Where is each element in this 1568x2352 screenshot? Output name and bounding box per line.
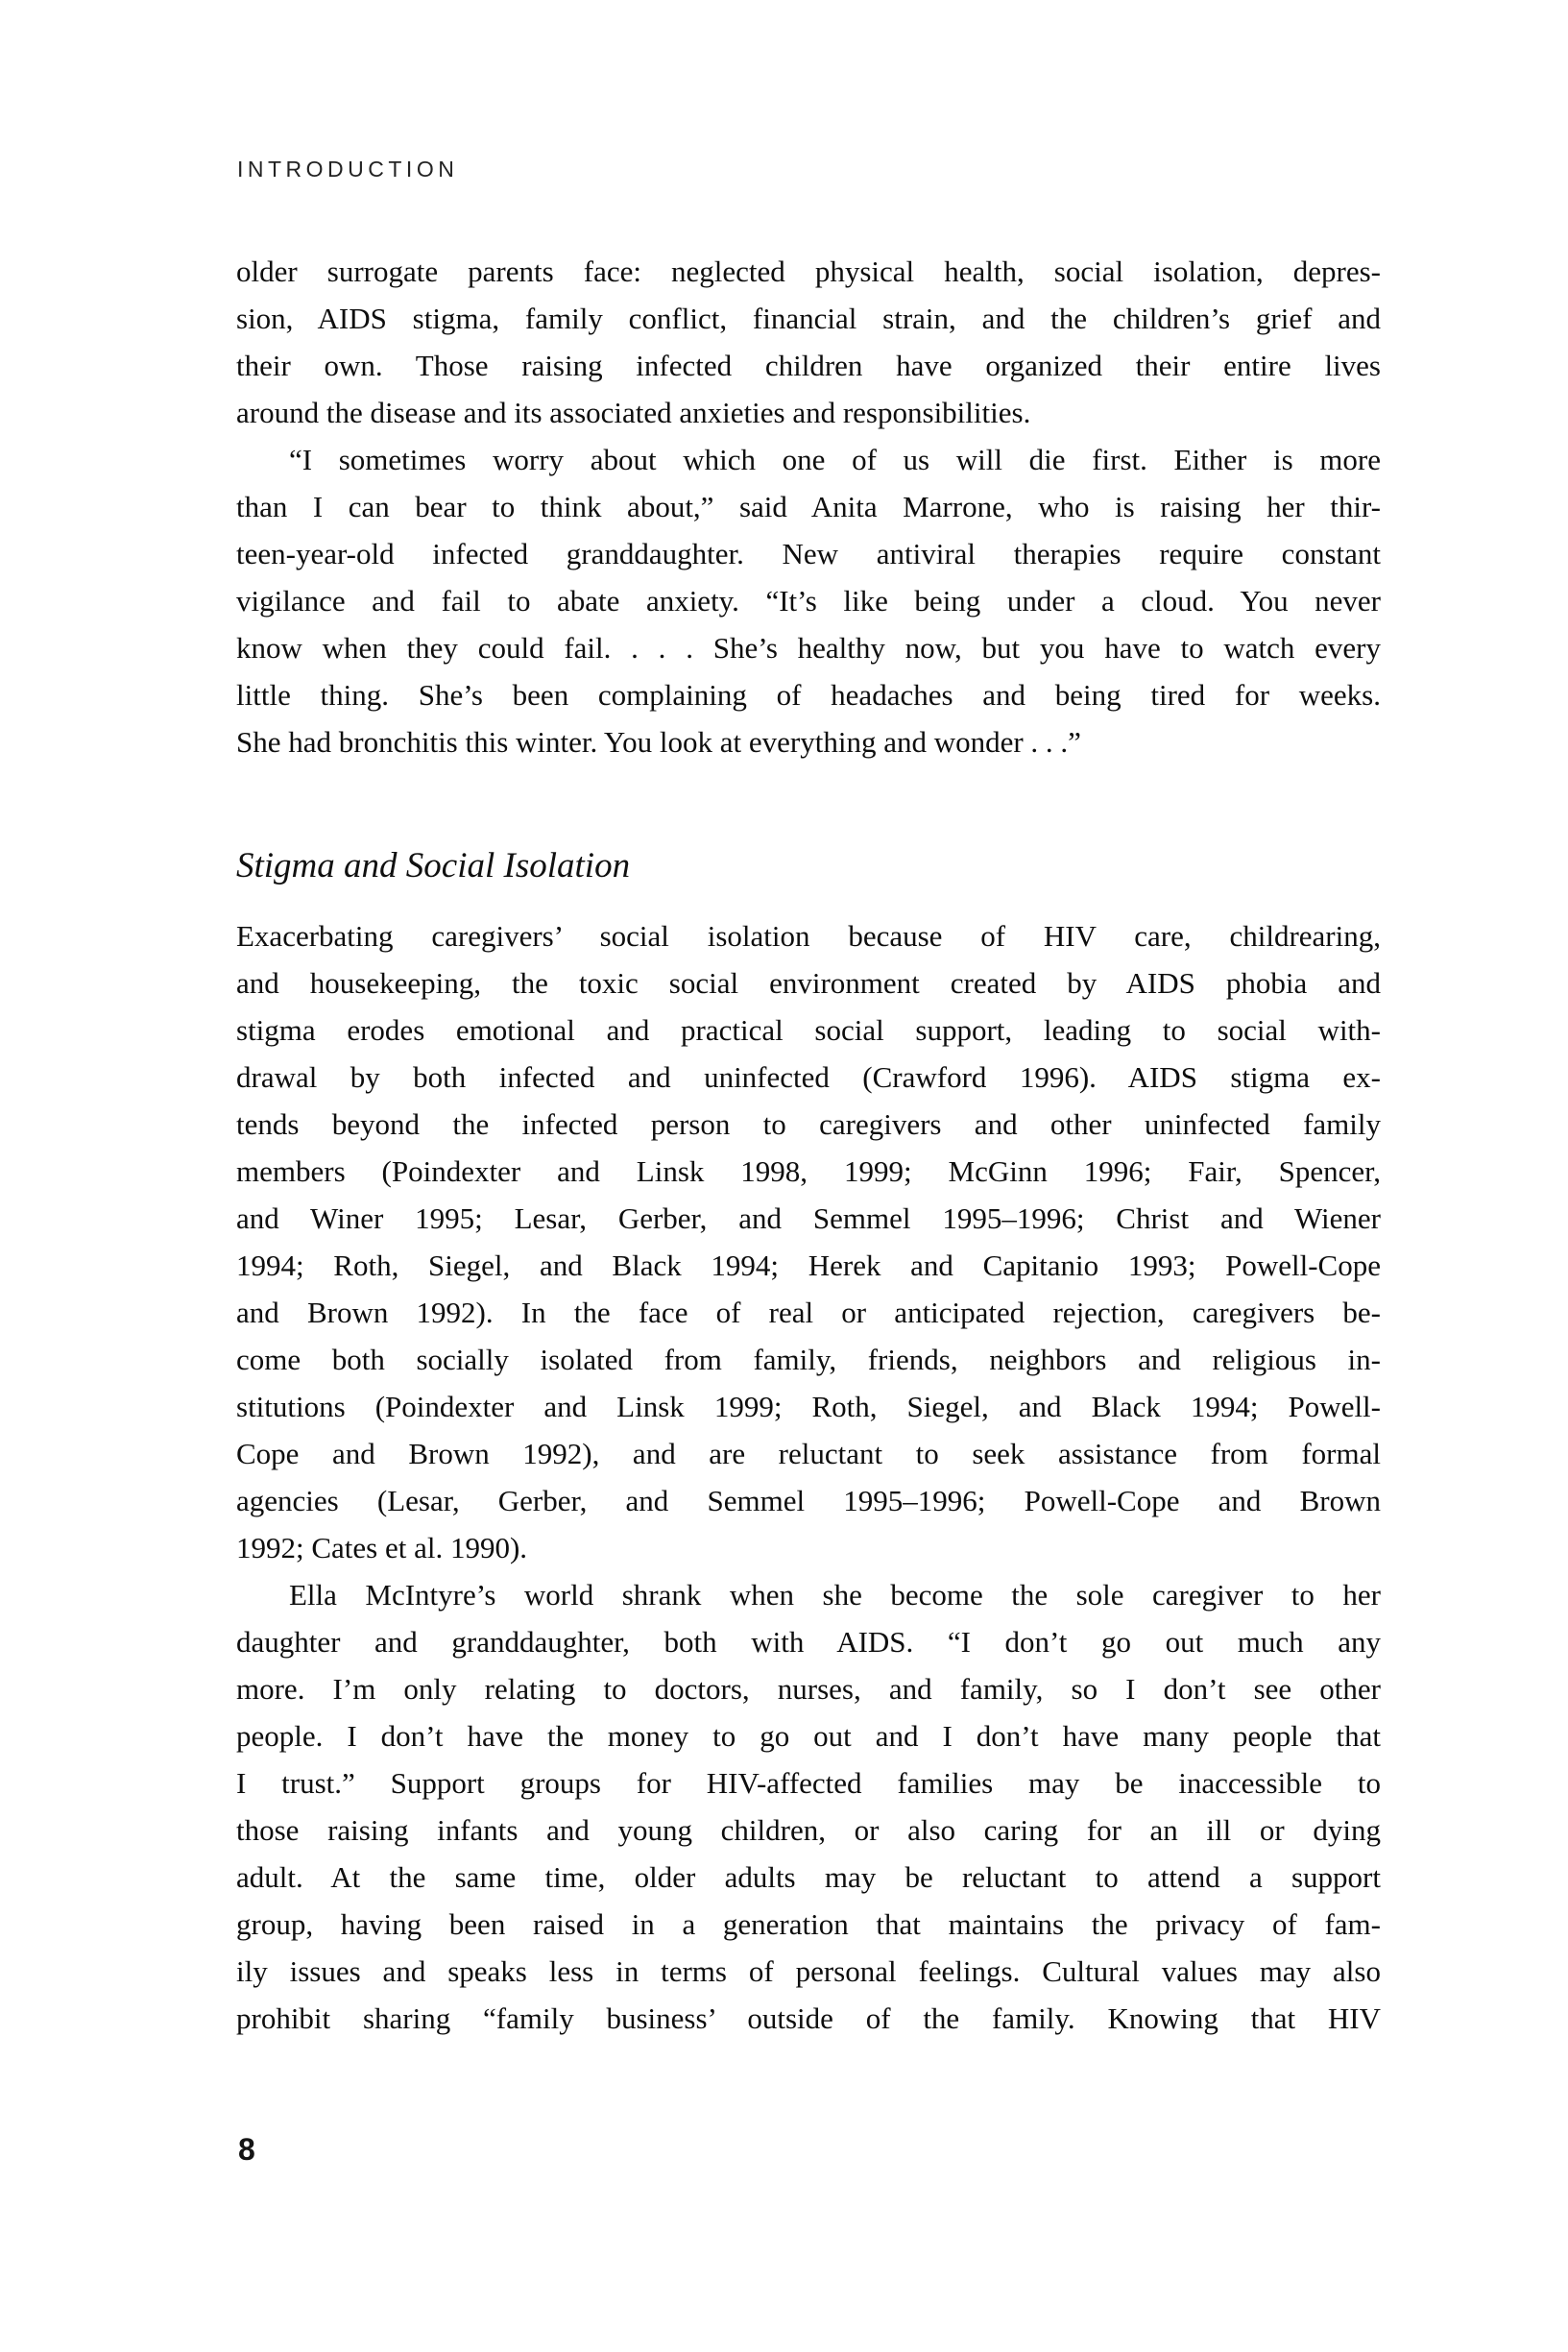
text-line: 1994; Roth, Siegel, and Black 1994; Herek and Capitanio 1993; Powell-Cope bbox=[236, 1249, 1381, 1282]
text-line: those raising infants and young children, or also caring for an ill or dying bbox=[236, 1813, 1381, 1847]
text-line: group, having been raised in a generation that maintains the privacy of fam- bbox=[236, 1907, 1381, 1941]
text-line: and Winer 1995; Lesar, Gerber, and Semmel 1995–1996; Christ and Wiener bbox=[236, 1201, 1381, 1235]
text-line: and housekeeping, the toxic social environment created by AIDS phobia and bbox=[236, 966, 1381, 1000]
text-line: members (Poindexter and Linsk 1998, 1999; McGinn 1996; Fair, Spencer, bbox=[236, 1154, 1381, 1188]
text-line: than I can bear to think about,” said Anita Marrone, who is raising her thir- bbox=[236, 490, 1381, 523]
text-line: She had bronchitis this winter. You look at everything and wonder . . .” bbox=[236, 725, 1081, 759]
text-line: their own. Those raising infected children have organized their entire lives bbox=[236, 349, 1381, 382]
text-line: daughter and granddaughter, both with AIDS. “I don’t go out much any bbox=[236, 1625, 1381, 1659]
paragraph bbox=[236, 1571, 1381, 2042]
text-line: more. I’m only relating to doctors, nurses, and family, so I don’t see other bbox=[236, 1672, 1381, 1706]
text-line: little thing. She’s been complaining of headaches and being tired for weeks. bbox=[236, 678, 1381, 712]
text-line: I trust.” Support groups for HIV-affected families may be inaccessible to bbox=[236, 1766, 1381, 1800]
text-line: adult. At the same time, older adults may be reluctant to attend a support bbox=[236, 1860, 1381, 1894]
text-line: Exacerbating caregivers’ social isolation because of HIV care, childrearing, bbox=[236, 919, 1381, 953]
text-line: stitutions (Poindexter and Linsk 1999; Roth, Siegel, and Black 1994; Powell- bbox=[236, 1390, 1381, 1423]
text-line: drawal by both infected and uninfected (Crawford 1996). AIDS stigma ex- bbox=[236, 1060, 1381, 1094]
text-line: stigma erodes emotional and practical social support, leading to social with- bbox=[236, 1013, 1381, 1047]
paragraph bbox=[236, 912, 1381, 1571]
text-line: sion, AIDS stigma, family conflict, financial strain, and the children’s grief and bbox=[236, 302, 1381, 335]
text-line: “I sometimes worry about which one of us will die first. Either is more bbox=[289, 443, 1381, 476]
text-line: vigilance and fail to abate anxiety. “It’s like being under a cloud. You never bbox=[236, 584, 1381, 618]
page-number: 8 bbox=[238, 2132, 255, 2167]
paragraph bbox=[236, 436, 1381, 765]
text-line: older surrogate parents face: neglected physical health, social isolation, depres- bbox=[236, 255, 1381, 288]
text-line: tends beyond the infected person to caregivers and other uninfected family bbox=[236, 1107, 1381, 1141]
text-line: and Brown 1992). In the face of real or anticipated rejection, caregivers be- bbox=[236, 1296, 1381, 1329]
text-line: know when they could fail. . . . She’s healthy now, but you have to watch every bbox=[236, 631, 1381, 665]
text-line: around the disease and its associated anxieties and responsibilities. bbox=[236, 396, 1031, 429]
paragraph bbox=[236, 248, 1381, 436]
text-line: Ella McIntyre’s world shrank when she become the sole caregiver to her bbox=[289, 1578, 1381, 1612]
text-line: 1992; Cates et al. 1990). bbox=[236, 1531, 528, 1564]
text-column bbox=[236, 248, 1381, 2042]
text-line: people. I don’t have the money to go out and I don’t have many people that bbox=[236, 1719, 1381, 1753]
text-line: prohibit sharing “family business’ outside of the family. Knowing that HIV bbox=[236, 2001, 1381, 2035]
text-line: teen-year-old infected granddaughter. New antiviral therapies require constant bbox=[236, 537, 1381, 570]
text-line: come both socially isolated from family, friends, neighbors and religious in- bbox=[236, 1343, 1381, 1376]
section-heading: Stigma and Social Isolation bbox=[236, 846, 631, 885]
text-line: ily issues and speaks less in terms of personal feelings. Cultural values may also bbox=[236, 1954, 1381, 1988]
text-line: agencies (Lesar, Gerber, and Semmel 1995–1996; Powell-Cope and Brown bbox=[236, 1484, 1381, 1517]
running-header: INTRODUCTION bbox=[237, 157, 459, 182]
text-line: Cope and Brown 1992), and are reluctant to seek assistance from formal bbox=[236, 1437, 1381, 1470]
